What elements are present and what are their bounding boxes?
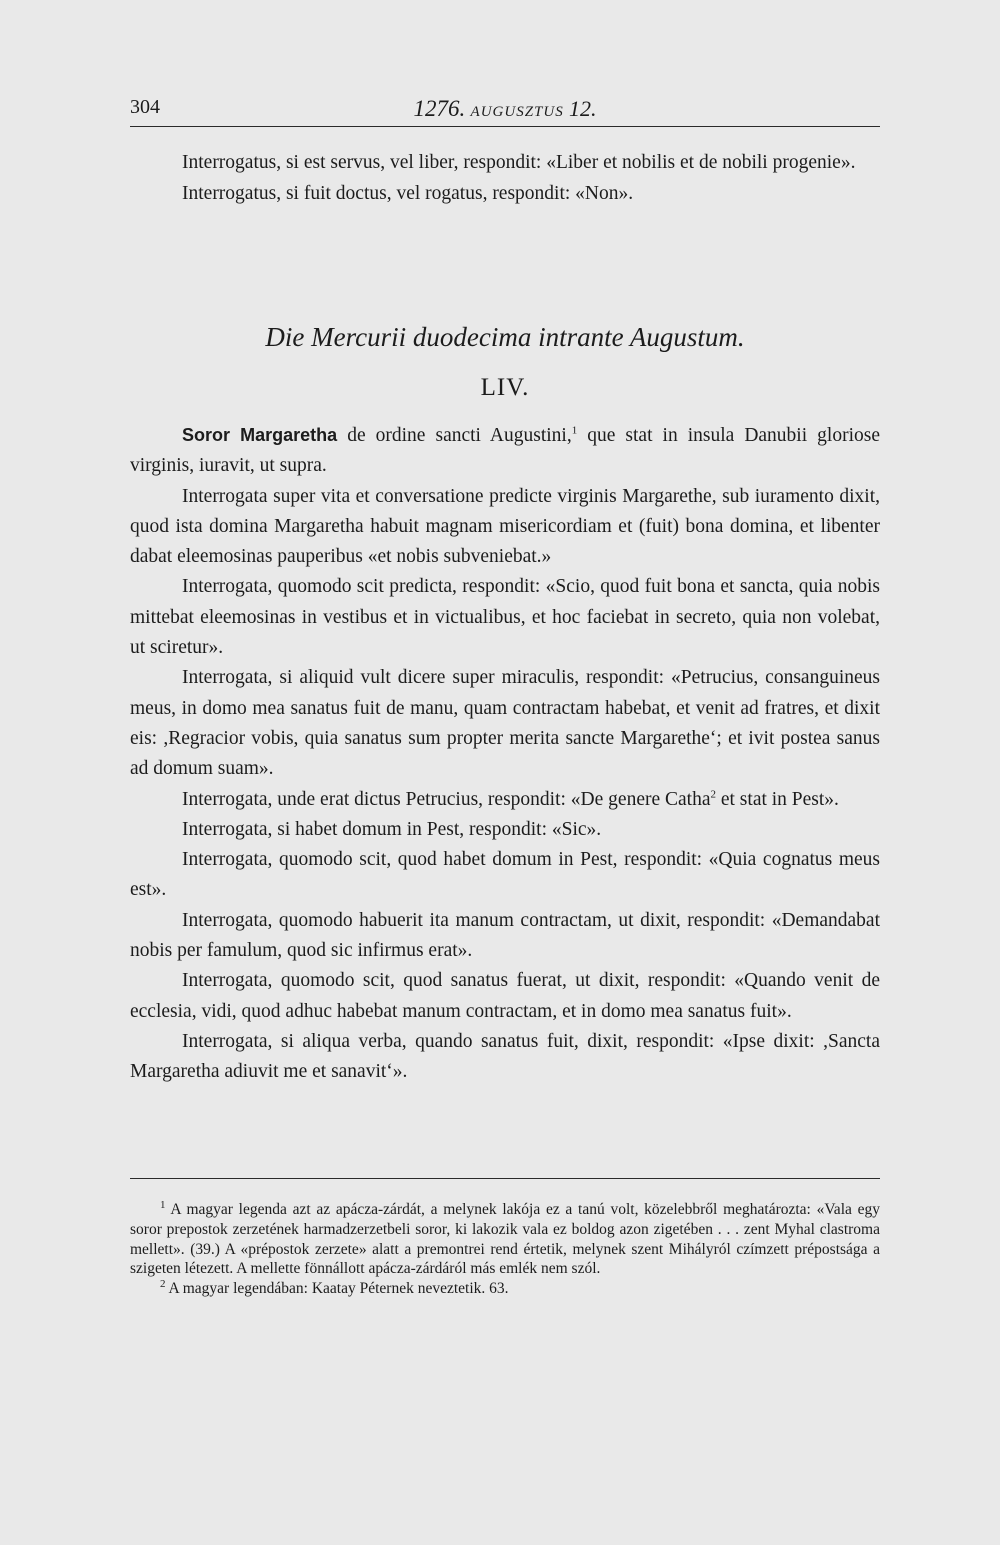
testimony-paragraph: Interrogata, si aliqua verba, quando sanatus fuit, dixit, respondit: «Ipse dixit: ,Sancta Margaretha adiuvit me et sanavit‘». [130,1030,880,1083]
witness-text-before: de ordine sancti Augustini, [347,425,572,446]
footnote [130,1200,880,1279]
footnote [130,1279,880,1299]
running-head-month: AUGUSZTUS [470,104,564,120]
section-heading: Die Mercurii duodecima intrante Augustum. [265,322,745,352]
intro-paragraph: Interrogatus, si est servus, vel liber, respondit: «Liber et nobilis et de nobili progenie». [182,152,856,173]
header-rule [130,126,880,127]
running-head-year: 1276. [413,96,466,121]
section-number: LIV. [480,374,530,401]
testimony-paragraph: Interrogata, quomodo scit, quod habet domum in Pest, respondit: «Quia cognatus meus est». [130,849,880,901]
testimony-paragraph: Interrogata, quomodo habuerit ita manum contractam, ut dixit, respondit: «Demandabat nobis per famulum, quod sic infirmus erat». [130,909,880,962]
footnote-text: A magyar legendában: Kaatay Péternek neveztetik. 63. [168,1280,509,1298]
testimony-paragraph: Interrogata, quomodo scit, quod sanatus fuerat, ut dixit, respondit: «Quando venit de ecclesia, vidi, quod adhuc habebat manum contractam, et in domo mea sanatus fuit». [130,970,880,1022]
main-text [130,420,880,1088]
witness-name: Soror Margaretha [182,425,338,445]
intro-text [130,148,880,209]
testimony-paragraph: Interrogata, si aliquid vult dicere super miraculis, respondit: «Petrucius, consanguineus meus, in domo mea sanatus fuit de manu, quam contractam habebat, et venit ad fratres, et dixit eis: ,Regracior vobis, quia sanatus sum propter merita sancte Margarethe‘; et ivit postea sanus ad domum suam». [130,667,880,780]
witness-paragraph [130,420,880,482]
page-header [130,96,880,126]
witness-text-after: que stat in insula Danubii gloriose virginis, iuravit, ut supra. [130,425,880,477]
footnote-text: A magyar legenda azt az apácza-zárdát, a melynek lakója ez a tanú volt, közelebbről meghatározta: «Vala egy soror prepostok zerzetének harmadzerzetbeli soror, ki lakozik vala ez boldog azon zigetében . . . zent Myhal clastroma mellett». (39.) A «prépostok zerzete» alatt a premontrei rend értetik, melynek szent Mihályról czímzett prépostsága a szigeten létezett. A mellette fönnállott apácza-zárdáról más emlék nem szól. [130,1201,880,1278]
footnotes [130,1200,880,1299]
footnote-marker: 1 [160,1198,166,1211]
petrucius-paragraph [130,785,880,815]
testimony-paragraph: Interrogata super vita et conversatione predicte virginis Margarethe, sub iuramento dixit, quod ista domina Margaretha habuit magnam misericordiam et (fuit) bona domina, et libenter dabat eleemosinas pauperibus «et nobis subveniebat.» [130,485,880,568]
intro-paragraph: Interrogatus, si fuit doctus, vel rogatus, respondit: «Non». [182,182,634,204]
footnote-marker: 2 [160,1278,166,1291]
petrucius-text-after: et stat in Pest». [720,788,839,810]
running-head-day: 12. [568,96,597,121]
footnote-ref-2: 2 [710,788,716,801]
testimony-paragraph: Interrogata, quomodo scit predicta, respondit: «Scio, quod fuit bona et sancta, quia nobis mittebat eleemosinas in vestibus et in victualibus, et hoc faciebat in secreto, quia non volebat, ut sciretur». [130,576,880,659]
running-head [130,96,880,122]
testimony-paragraph: Interrogata, si habet domum in Pest, respondit: «Sic». [182,818,602,840]
petrucius-text-before: Interrogata, unde erat dictus Petrucius, respondit: «De genere Catha [182,788,711,810]
page-number: 304 [130,96,160,118]
footnote-rule [130,1178,880,1179]
footnote-ref-1: 1 [571,424,578,437]
